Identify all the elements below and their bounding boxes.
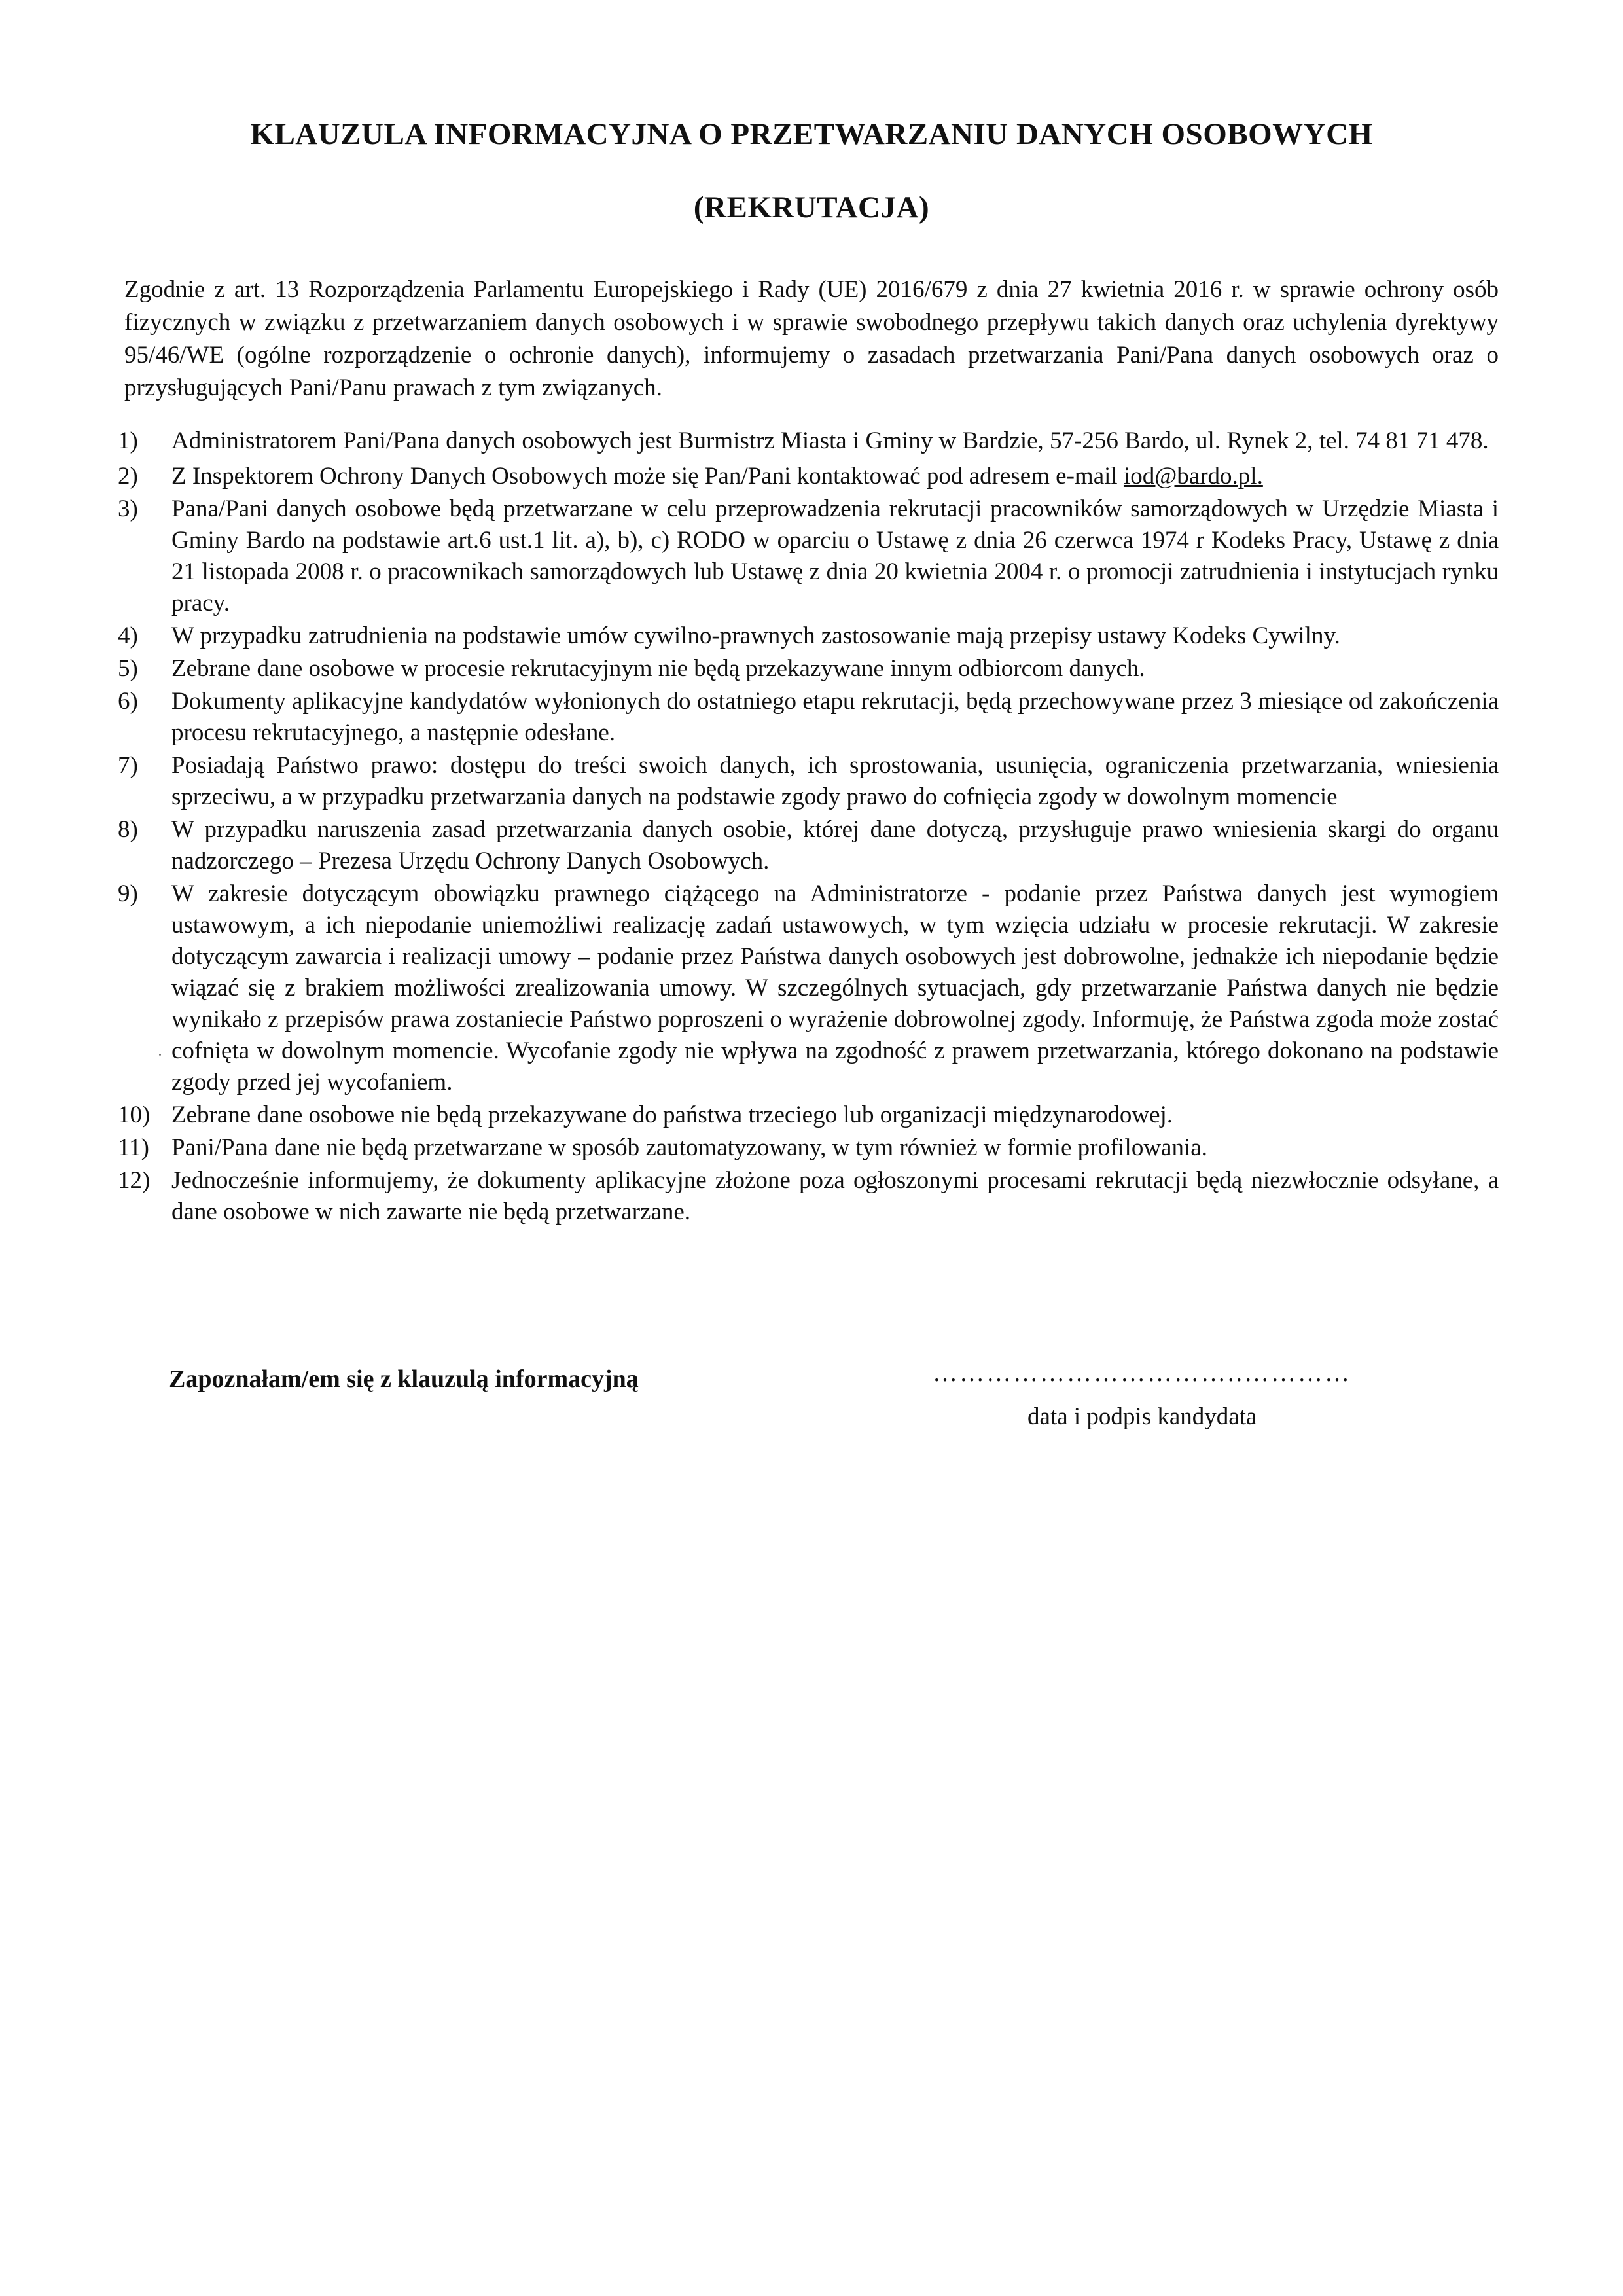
clause-list xyxy=(118,425,1499,1229)
list-item-text: W przypadku zatrudnienia na podstawie umów cywilno-prawnych zastosowanie mają przepisy ustawy Kodeks Cywilny. xyxy=(171,622,1340,649)
list-item-number: 12) xyxy=(118,1167,151,1194)
document-title: KLAUZULA INFORMACYJNA O PRZETWARZANIU DANYCH OSOBOWYCH xyxy=(250,117,1373,151)
list-item-text: Administratorem Pani/Pana danych osobowych jest Burmistrz Miasta i Gminy w Bardzie, 57-256 Bardo, ul. Rynek 2, tel. 74 81 71 478. xyxy=(171,427,1489,454)
list-item-text: Pani/Pana dane nie będą przetwarzane w sposób zautomatyzowany, w tym również w formie profilowania. xyxy=(171,1134,1207,1161)
list-item-number: 7) xyxy=(118,752,138,779)
list-item-text: Jednocześnie informujemy, że dokumenty aplikacyjne złożone poza ogłoszonymi procesami rekrutacji będą niezwłocznie odsyłane, a dane osobowe w nich zawarte nie będą przetwarzane. xyxy=(171,1167,1499,1225)
list-item xyxy=(118,493,1499,619)
list-item-number: 3) xyxy=(118,495,138,522)
signature-line: ……………………………..………… xyxy=(933,1359,1351,1387)
list-item-number: 11) xyxy=(118,1134,149,1161)
email-link[interactable]: iod@bardo.pl. xyxy=(1123,463,1263,490)
list-item-text: Dokumenty aplikacyjne kandydatów wyłonionych do ostatniego etapu rekrutacji, będą przechowywane przez 3 miesiące od zakończenia procesu rekrutacyjnego, a następnie odesłane. xyxy=(171,688,1499,746)
intro-paragraph: Zgodnie z art. 13 Rozporządzenia Parlamentu Europejskiego i Rady (UE) 2016/679 z dnia 27 kwietnia 2016 r. w sprawie ochrony osób fizycznych w związku z przetwarzaniem danych osobowych i w sprawie swobodnego przepływu takich danych oraz uchylenia dyrektywy 95/46/WE (ogólne rozporządzenie o ochronie danych), informujemy o zasadach przetwarzania Pani/Pana danych osobowych oraz o przysługujących Pani/Panu prawach z tym związanych. xyxy=(124,276,1499,401)
list-item-number: 4) xyxy=(118,622,138,649)
list-item-text-prefix: Z Inspektorem Ochrony Danych Osobowych może się Pan/Pani kontaktować pod adresem e-mail xyxy=(171,463,1124,490)
list-item-number: 2) xyxy=(118,463,138,490)
list-item xyxy=(118,878,1499,1098)
list-item-text: W zakresie dotyczącym obowiązku prawnego ciążącego na Administratorze - podanie przez Państwa danych jest wymogiem ustawowym, a ich niepodanie uniemożliwi realizację zadań ustawowych, w tym wzięcia udziału w procesie rekrutacji. W zakresie dotyczącym zawarcia i realizacji umowy – podanie przez Państwa danych osobowych jest dobrowolne, jednakże ich niepodanie będzie wiązać się z brakiem możliwości zrealizowania umowy. W szczególnych sytuacjach, gdy przetwarzanie Państwa danych nie będzie wynikało z przepisów prawa zostaniecie Państwo poproszeni o wyrażenie dobrowolnej zgody. Informuję, że Państwa zgoda może zostać cofnięta w dowolnym momencie. Wycofanie zgody nie wpływa na zgodność z prawem przetwarzania, którego dokonano na podstawie zgody przed jej wycofaniem. xyxy=(171,880,1499,1096)
list-item xyxy=(118,1165,1499,1228)
list-item xyxy=(118,653,1499,685)
list-item-text: Posiadają Państwo prawo: dostępu do treści swoich danych, ich sprostowania, usunięcia, ograniczenia przetwarzania, wniesienia sprzeciwu, a w przypadku przetwarzania danych na podstawie zgody prawo do cofnięcia zgody w dowolnym momencie xyxy=(171,752,1499,810)
list-item xyxy=(118,814,1499,877)
list-item-text: Zebrane dane osobowe w procesie rekrutacyjnym nie będą przekazywane innym odbiorcom danych. xyxy=(171,655,1145,682)
signature-label: data i podpis kandydata xyxy=(1027,1403,1257,1430)
list-item xyxy=(118,1132,1499,1164)
list-item xyxy=(118,750,1499,813)
list-item-number: 1) xyxy=(118,427,138,454)
document-subtitle: (REKRUTACJA) xyxy=(693,190,930,224)
list-item-text: W przypadku naruszenia zasad przetwarzania danych osobie, której dane dotyczą, przysługuje prawo wniesienia skargi do organu nadzorczego – Prezesa Urzędu Ochrony Danych Osobowych. xyxy=(171,816,1499,874)
list-item xyxy=(118,620,1499,652)
list-item xyxy=(118,425,1499,457)
list-item xyxy=(118,686,1499,749)
list-item xyxy=(118,461,1499,492)
list-item-number: 6) xyxy=(118,688,138,715)
list-item-text xyxy=(171,461,1499,492)
list-item-number: 5) xyxy=(118,655,138,682)
list-item xyxy=(118,1100,1499,1131)
list-item-number: 9) xyxy=(118,880,138,907)
scan-speck xyxy=(159,1054,161,1056)
list-item-text: Zebrane dane osobowe nie będą przekazywane do państwa trzeciego lub organizacji międzynarodowej. xyxy=(171,1102,1173,1128)
acknowledgement-text: Zapoznałam/em się z klauzulą informacyjną xyxy=(169,1365,639,1393)
list-item-number: 8) xyxy=(118,816,138,843)
list-item-text: Pana/Pani danych osobowe będą przetwarzane w celu przeprowadzenia rekrutacji pracowników samorządowych w Urzędzie Miasta i Gminy Bardo na podstawie art.6 ust.1 lit. a), b), c) RODO w oparciu o Ustawę z dnia 26 czerwca 1974 r Kodeks Pracy, Ustawę z dnia 21 listopada 2008 r. o pracownikach samorządowych lub Ustawę z dnia 20 kwietnia 2004 r. o promocji zatrudnienia i instytucjach rynku pracy. xyxy=(171,495,1499,617)
list-item-number: 10) xyxy=(118,1102,151,1128)
